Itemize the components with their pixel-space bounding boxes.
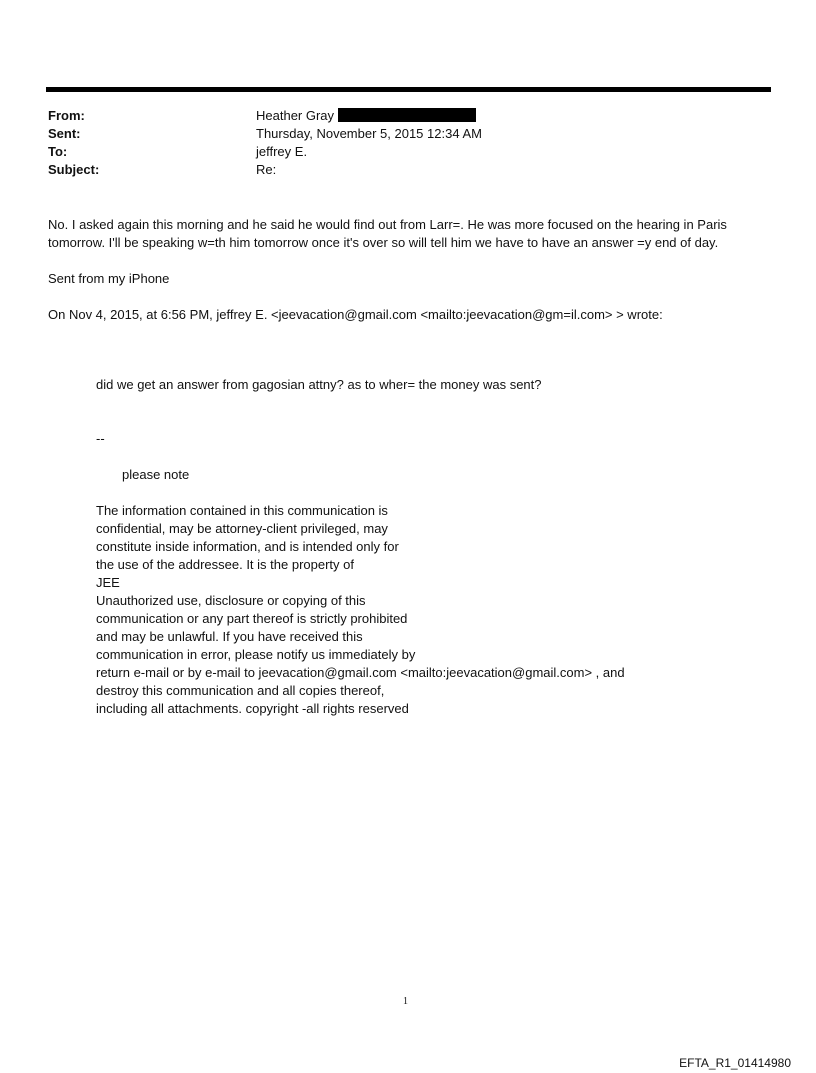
redaction-box bbox=[338, 108, 476, 122]
from-label: From: bbox=[48, 108, 85, 123]
quote-header: On Nov 4, 2015, at 6:56 PM, jeffrey E. <jeevacation@gmail.com <mailto:jeevacation@gm=il.com> > wrote: bbox=[48, 307, 663, 322]
quoted-message: did we get an answer from gagosian attny? as to wher= the money was sent? bbox=[96, 377, 542, 392]
disclaimer-line: including all attachments. copyright -all rights reserved bbox=[96, 701, 409, 716]
disclaimer-line: constitute inside information, and is intended only for bbox=[96, 539, 399, 554]
to-value: jeffrey E. bbox=[256, 144, 308, 159]
disclaimer-line: return e-mail or by e-mail to jeevacation@gmail.com <mailto:jeevacation@gmail.com> , and bbox=[96, 665, 625, 680]
from-value bbox=[256, 107, 476, 125]
confidentiality-disclaimer bbox=[96, 502, 696, 718]
sender-name: Heather Gray bbox=[256, 108, 335, 123]
disclaimer-line: destroy this communication and all copies thereof, bbox=[96, 683, 385, 698]
reply-line: No. I asked again this morning and he said he would find out from Larr=. He was more focused on the hearing in Paris bbox=[48, 217, 727, 232]
disclaimer-line: Unauthorized use, disclosure or copying of this bbox=[96, 593, 366, 608]
bates-number: EFTA_R1_01414980 bbox=[679, 1056, 791, 1070]
reply-paragraph bbox=[48, 216, 778, 252]
header-divider bbox=[46, 87, 771, 92]
subject-value: Re: bbox=[256, 162, 277, 177]
disclaimer-line: communication in error, please notify us immediately by bbox=[96, 647, 416, 662]
reply-line: tomorrow. I'll be speaking w=th him tomorrow once it's over so will tell him we have to have an answer =y end of day. bbox=[48, 235, 719, 250]
disclaimer-line: confidential, may be attorney-client privileged, may bbox=[96, 521, 388, 536]
sent-label: Sent: bbox=[48, 126, 81, 141]
disclaimer-line: The information contained in this communication is bbox=[96, 503, 388, 518]
signature-line: Sent from my iPhone bbox=[48, 271, 170, 286]
please-note: please note bbox=[122, 467, 190, 482]
disclaimer-line: and may be unlawful. If you have received this bbox=[96, 629, 363, 644]
page-number: 1 bbox=[403, 996, 408, 1007]
sent-value: Thursday, November 5, 2015 12:34 AM bbox=[256, 126, 482, 141]
disclaimer-line: JEE bbox=[96, 575, 120, 590]
subject-label: Subject: bbox=[48, 162, 100, 177]
disclaimer-line: the use of the addressee. It is the property of bbox=[96, 557, 354, 572]
disclaimer-line: communication or any part thereof is strictly prohibited bbox=[96, 611, 408, 626]
to-label: To: bbox=[48, 144, 68, 159]
signature-separator: -- bbox=[96, 431, 105, 446]
